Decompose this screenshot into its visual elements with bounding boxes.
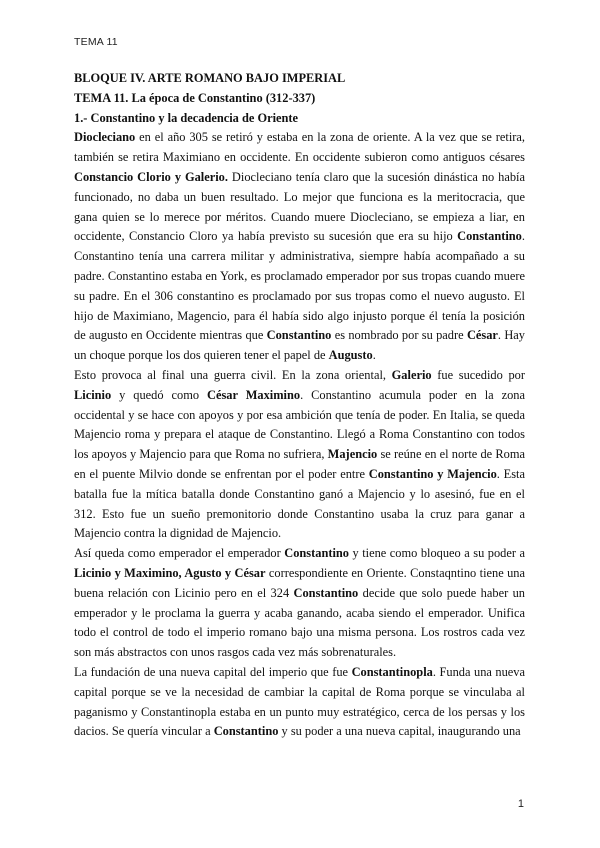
bold-run: Constantinopla [351,664,433,679]
bold-run: César Maximino [207,387,301,402]
text-run: La fundación de una nueva capital del imperio que fue [74,664,352,679]
text-run: Diocleciano tenía claro que la sucesión dinástica no había funcionado, no daba un buen resultado. Lo mejor que funciona es la meritocracia, que gana quien se lo merece por méritos. Cuando muere Diocleciano, se empieza a liar, en occidente, Constancio Cloro ya había previsto su sucesión que era su hijo [74,169,525,244]
page-number: 1 [517,798,524,810]
text-run: . Funda una nueva capital porque se ve la necesidad de cambiar la capital de Roma porque se vinculaba al paganismo y Constantinopla estaba en un punto muy estratégico, cerca de los persas y los dacios. Se quería vincular a [74,664,526,739]
bold-run: Licinio [74,387,112,402]
bold-run: Majencio [327,447,378,462]
bold-run: Constantino [284,546,349,561]
bold-run: Constantino [457,229,522,244]
text-run: es nombrado por su padre [331,328,467,343]
text-run: fue sucedido por [431,367,525,382]
text-run: y tiene como bloqueo a su poder a [349,546,525,561]
text-run: Esto provoca al final una guerra civil. En la zona oriental, [74,367,392,382]
text-run: . Esta batalla fue la mítica batalla donde Constantino ganó a Majencio y lo asesinó, fue en el 312. Esto fue un sueño premonitorio donde Constantino usaba la cruz para ganar a Majencio contra la dignidad de Majencio. [74,466,526,541]
paragraph [74,128,525,366]
bold-run: Constantino [293,585,359,600]
text-run: se reúne en el norte de Roma en el puente Milvio donde se enfrentan por el poder entre [74,447,525,481]
document-body [74,69,525,742]
text-run: . Constantino acumula poder en la zona occidental y se hace con apoyos y por esa ambición que tenía de poder. En Italia, se queda Majencio roma y prepara el ataque de Constantino. Llegó a Roma Constantino con todos los apoyos y Majencio para que Roma no sufriera, [74,387,525,462]
text-run: Así queda como emperador el emperador [74,546,285,561]
bold-run: Diocleciano [74,130,136,145]
bold-run: César [466,328,498,343]
block-heading: BLOQUE IV. ARTE ROMANO BAJO IMPERIAL [74,71,346,85]
paragraphs [74,128,525,742]
bold-run: Constancio Clorio y Galerio. [74,169,228,184]
bold-run: Licinio y Maximino, Agusto y César [74,565,266,580]
text-run: en el año 305 se retiró y estaba en la zona de oriente. A la vez que se retira, también se retira Maximiano en occidente. En occidente subieron como antiguos césares [74,130,525,165]
text-run: . Hay un choque porque los dos quieren tener el papel de [74,328,525,363]
paragraph [74,544,525,663]
text-run: y quedó como [111,387,207,402]
tema-heading: TEMA 11. La época de Constantino (312-337) [74,90,316,105]
bold-run: Galerio [391,367,432,382]
bold-run: Constantino [266,328,332,343]
bold-run: Constantino y Majencio [368,466,497,481]
bold-run: Constantino [213,724,279,739]
page-header: TEMA 11 [74,36,118,48]
text-run: decide que solo puede haber un emperador y le proclama la guerra y acaba ganando, acaba siendo el emperador. Unifica todo el control de todo el imperio romano bajo una misma persona. Los rostros cada vez son más abstractos con unos rasgos cada vez más sobrenaturales. [74,585,525,660]
text-run: correspondiente en Oriente. Constaqntino tiene una buena relación con Licinio pero en el 324 [74,565,525,600]
text-run: y su poder a una nueva capital, inaugurando una [278,724,521,739]
paragraph [74,663,525,742]
bold-run: Augusto [328,348,373,363]
section-heading: 1.- Constantino y la decadencia de Oriente [74,110,299,125]
paragraph [74,366,525,544]
text-run: . Constantino tenía una carrera militar y administrativa, siempre había acompañado a su padre. Constantino estaba en York, es proclamado emperador por sus tropas cuando muere su padre. En el 306 constantino es proclamado por sus tropas como el nuevo augusto. El hijo de Maximiano, Magencio, para él había sido algo injusto porque él tenía la posición de augusto en Occidente mientras que [74,229,525,343]
text-run: . [372,348,376,363]
